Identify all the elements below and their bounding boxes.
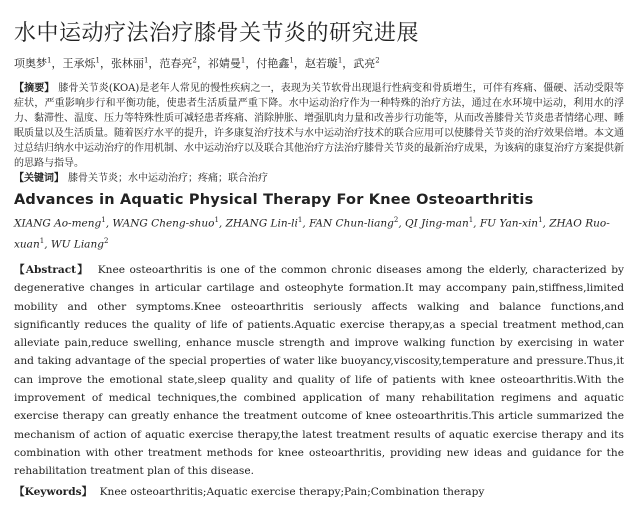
author-affiliation-mark: 1 — [214, 216, 219, 224]
author-name: ZHANG Lin-li — [225, 217, 298, 230]
author-affiliation-mark: 1 — [240, 56, 246, 65]
author-name: WANG Cheng-shuo — [112, 217, 215, 230]
author-affiliation-mark: 1 — [95, 56, 100, 65]
author-affiliation-mark: 1 — [297, 216, 303, 224]
chinese-title: 水中运动疗法治疗膝骨关节炎的研究进展 — [14, 21, 420, 46]
english-keywords-tag: 【Keywords】 — [14, 485, 93, 498]
author-name: QI Jing-man — [405, 217, 469, 230]
author-name: 张林丽 — [110, 57, 144, 70]
chinese-keywords-tag: 【关键词】 — [14, 173, 64, 184]
author-name: 武亮 — [353, 57, 376, 70]
author-affiliation-mark: 1 — [289, 56, 294, 65]
english-keywords — [14, 483, 624, 501]
english-title: Advances in Aquatic Physical Therapy For Knee Osteoarthritis — [14, 192, 534, 208]
author-name: FU Yan-xin — [479, 217, 539, 230]
chinese-abstract-tag: 【摘要】 — [14, 83, 55, 94]
author-affiliation-mark: 1 — [39, 236, 45, 245]
author-affiliation-mark: 1 — [47, 56, 52, 65]
author-affiliation-mark: 1 — [468, 216, 474, 224]
author-name: 赵若璇 — [304, 57, 338, 70]
author-name: 范春亮 — [159, 57, 193, 70]
author-name: 项奥梦 — [14, 57, 47, 70]
author-name: ZHAO Ruo-xuan — [14, 217, 610, 250]
author-name: 付艳鑫 — [256, 57, 290, 70]
author-affiliation-mark: 2 — [375, 56, 380, 65]
author-name: XIANG Ao-meng — [14, 217, 102, 230]
author-name: WU Liang — [50, 238, 104, 250]
author-name: FAN Chun-liang — [309, 217, 394, 230]
chinese-keywords — [14, 171, 624, 186]
english-keywords-text: Knee osteoarthritis;Aquatic exercise therapy;Pain;Combination therapy — [99, 485, 485, 498]
author-affiliation-mark: 2 — [192, 56, 197, 65]
english-abstract-tag: 【Abstract】 — [14, 264, 90, 276]
chinese-authors: 项奥梦$^1$，王承烁$^1$，张林丽$^1$，范春亮$^2$，祁婧曼$^1$，付艳鑫$^1$，赵若璇$^1$，武亮$^2$ — [14, 56, 380, 70]
author-affiliation-mark: 2 — [103, 236, 109, 245]
author-affiliation-mark: 1 — [337, 56, 343, 65]
author-affiliation-mark: 1 — [101, 216, 106, 224]
chinese-abstract-text: 膝骨关节炎(KOA)是老年人常见的慢性疾病之一，表现为关节软骨出现退行性病变和骨质增生，可伴有疼痛、僵硬、活动受限等症状，严重影响步行和平衡功能，使患者生活质量严重下降。水中运动治疗作为一种特殊的治疗方法，通过在水环境中运动，利用水的浮力、黏滞性、温度、压力等特殊性质可减轻患者疼痛、消除肿胀、增强肌肉力量和改善步行功能等，从而改善膝骨关节炎患者情绪心理、睡眠质量以及生活质量。随着医疗水平的提升，许多康复治疗技术与水中运动治疗技术的联合应用可以使膝骨关节炎的治疗效果倍增。本文通过总结归纳水中运动治疗的作用机制、水中运动治疗以及联合其他治疗方法治疗膝骨关节炎的最新治疗成果，为该病的康复治疗方案提供新的思路与指导。 — [14, 83, 624, 169]
author-name: 王承烁 — [62, 57, 96, 70]
chinese-keywords-text: 膝骨关节炎；水中运动治疗；疼痛；联合治疗 — [68, 173, 268, 184]
english-abstract — [14, 261, 624, 481]
author-name: 祁婧曼 — [207, 57, 241, 70]
author-affiliation-mark: 1 — [143, 56, 149, 65]
author-affiliation-mark: 1 — [538, 216, 543, 224]
author-affiliation-mark: 2 — [393, 216, 399, 224]
english-abstract-text: Knee osteoarthritis is one of the common chronic diseases among the elderly, characterized by degenerative changes in articular cartilage and osteophyte formation.It may accompany pain,stiffness,limited mobility and other symptoms.Knee osteoarthritis seriously affects walking and balance functions,and significantly reduces the quality of life of patients.Aquatic exercise therapy,as a special treatment method,can alleviate pain,reduce swelling, enhance muscle strength and improve walking function by exercising in water and taking advantage of the special properties of water like buoyancy,viscosity,temperature and pressure.Thus,it can improve the emotional state,sleep quality and quality of life of patients with knee osteoarthritis.With the improvement of medical techniques,the combined application of many rehabilitation regimens and aquatic exercise therapy can greatly enhance the treatment outcome of knee osteoarthritis.This article summarized the mechanism of action of aquatic exercise therapy,the latest treatment results of aquatic exercise therapy and its combination with other treatment methods for knee osteoarthritis, providing new ideas and guidance for the rehabilitation treatment plan of this disease. — [14, 264, 624, 478]
english-authors: XIANG Ao-meng$^1$, WANG Cheng-shuo$^1$, ZHANG Lin-$li^1$, FAN Chun-liang$^2$, QI Jing-man$^1$, FU Yan-xin$^1$, ZHAO Ruo-xuan$^1$, WU Liang$^2$ — [14, 216, 610, 250]
chinese-abstract — [14, 81, 624, 171]
